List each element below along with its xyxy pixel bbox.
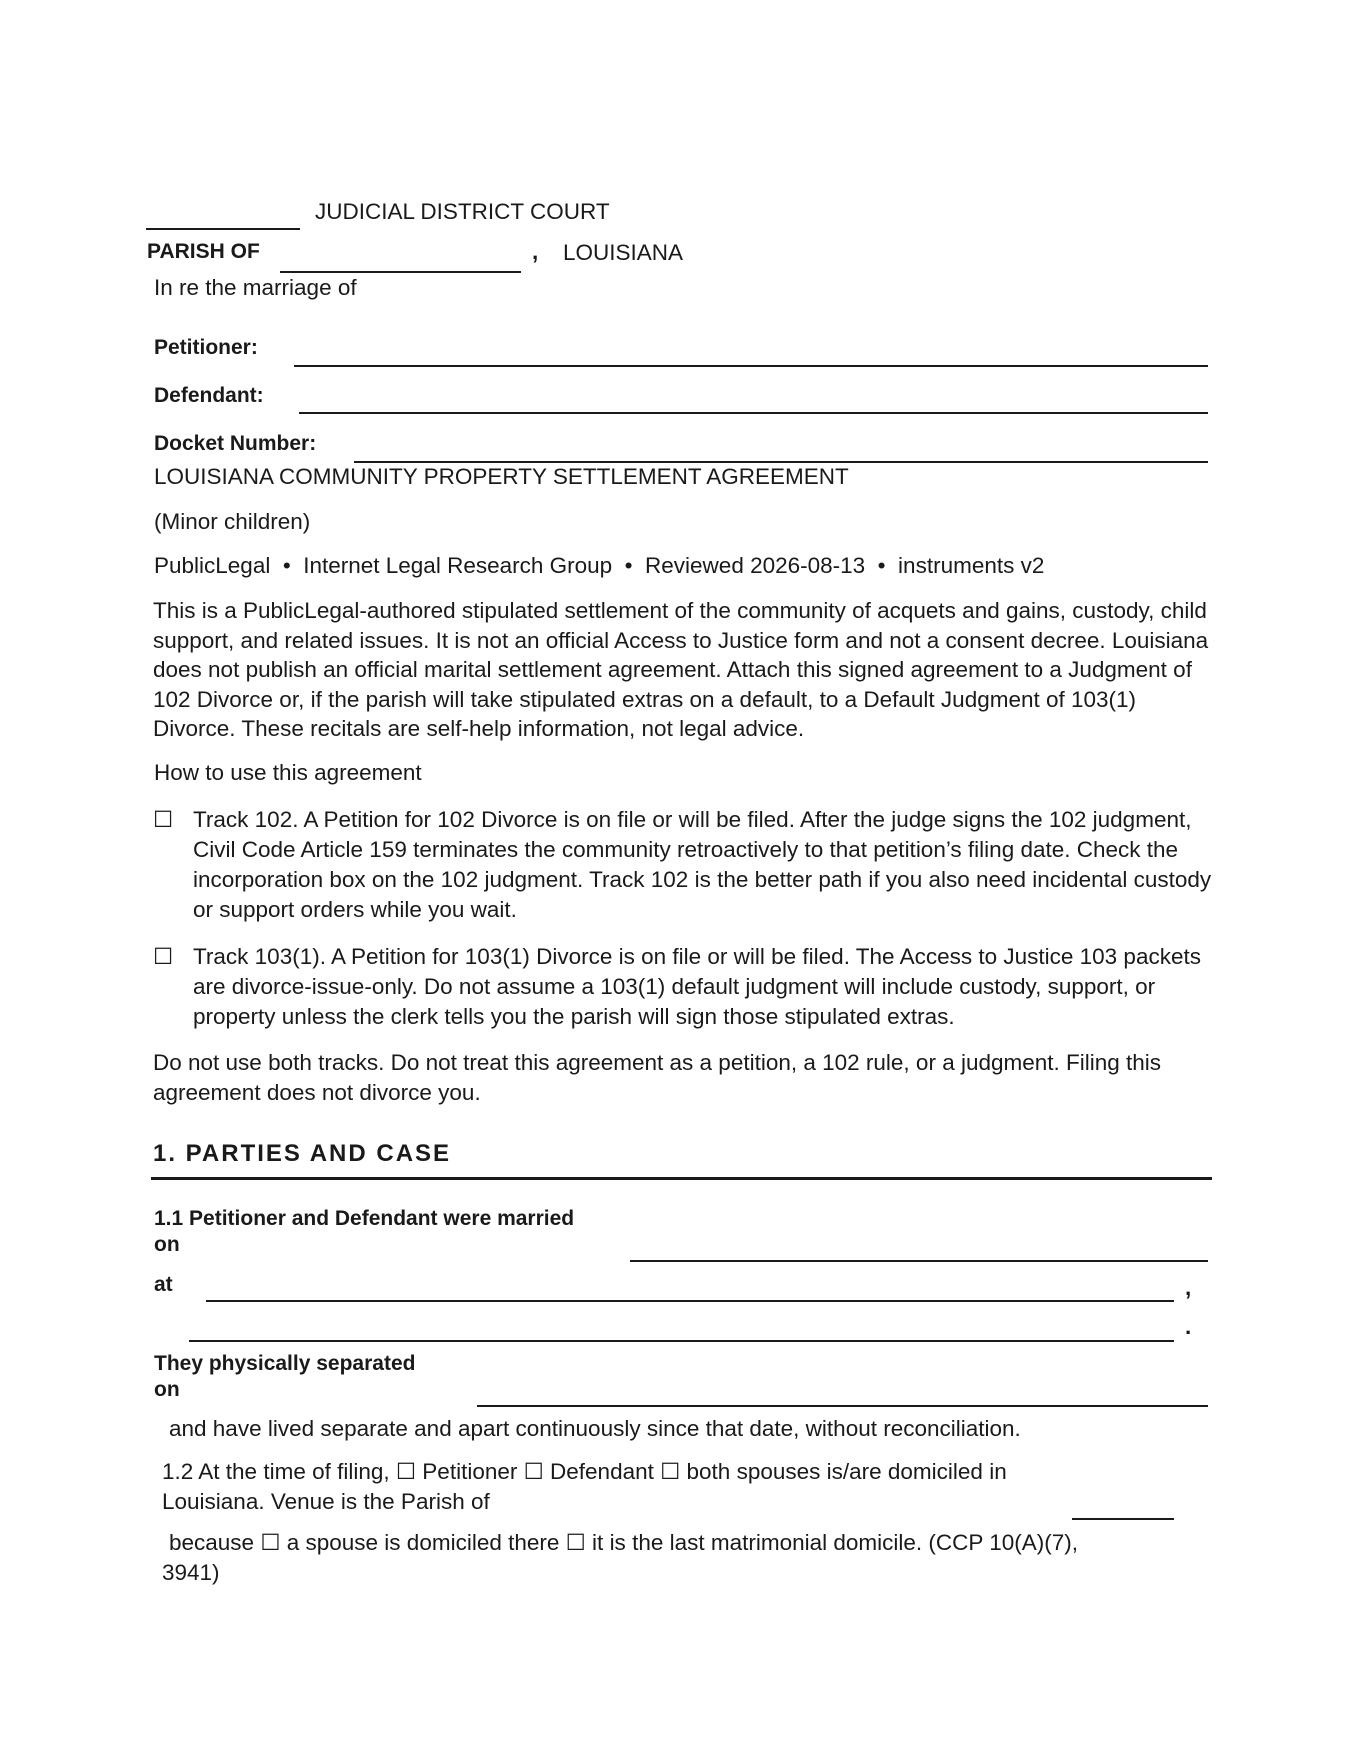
document-title: LOUISIANA COMMUNITY PROPERTY SETTLEMENT AGREEMENT — [154, 464, 849, 489]
separated-label-line1: They physically separated — [154, 1352, 416, 1375]
document-subtitle: (Minor children) — [154, 509, 311, 534]
court-label: JUDICIAL DISTRICT COURT — [315, 199, 610, 224]
marriage-place-field-2[interactable] — [189, 1340, 1174, 1342]
intro-paragraph: This is a PublicLegal-authored stipulated settlement of the community of acquets and gains, custody, child support, and related issues. It is not an official Access to Justice form and not a consent decree. Louisiana does not publish an official marital settlement agreement. Attach this signed agreement to a Judgment of 102 Divorce or, if the parish will take stipulated extras on a default, to a Default Judgment of 103(1) Divorce. These recitals are self-help information, not legal advice. — [153, 598, 1209, 741]
separate-apart-text: and have lived separate and apart continuously since that date, without reconciliation. — [169, 1416, 1021, 1441]
married-label — [154, 1206, 574, 1258]
married-label-line1: 1.1 Petitioner and Defendant were married — [154, 1207, 575, 1230]
parish-label: PARISH OF — [147, 240, 260, 263]
how-to-heading: How to use this agreement — [154, 760, 422, 785]
defendant-label: Defendant: — [154, 384, 264, 407]
section-divider — [151, 1177, 1212, 1180]
separated-label — [154, 1351, 415, 1403]
petitioner-label: Petitioner: — [154, 336, 258, 359]
marriage-place-field[interactable] — [206, 1300, 1174, 1302]
track-103-text: Track 103(1). A Petition for 103(1) Divorce is on file or will be filed. The Access to Justice 103 packets are divorce-issue-only. Do not assume a 103(1) default judgment will include custody, support, or property unless the clerk tells you the parish will sign those stipulated extras. — [193, 944, 1201, 1029]
domicile-text: 1.2 At the time of filing, ☐ Petitioner ☐ Defendant ☐ both spouses is/are domiciled in Louisiana. Venue is the Parish of — [162, 1459, 1007, 1514]
docket-label: Docket Number: — [154, 432, 317, 455]
track-102-text: Track 102. A Petition for 102 Divorce is on file or will be filed. After the judge signs the 102 judgment, Civil Code Article 159 terminates the community retroactively to that petition’s filing date. Check the incorporation box on the 102 judgment. Track 102 is the better path if you also need incidental custody or support orders while you wait. — [193, 807, 1212, 922]
parish-comma: , — [532, 239, 539, 264]
in-re-label: In re the marriage of — [154, 275, 357, 300]
district-number-blank[interactable] — [146, 228, 300, 230]
checkbox-icon[interactable]: ☐ — [153, 807, 174, 832]
marriage-date-field[interactable] — [630, 1260, 1208, 1262]
track-103-option[interactable] — [153, 942, 1213, 1032]
venue-reason-text: because ☐ a spouse is domiciled there ☐ it is the last matrimonial domicile. (CCP 10(A)(7), 3941) — [162, 1530, 1079, 1585]
checkbox-icon[interactable]: ☐ — [153, 944, 174, 969]
separated-label-line2: on — [154, 1378, 180, 1401]
place-comma: , — [1185, 1275, 1192, 1300]
document-meta: PublicLegal • Internet Legal Research Group • Reviewed 2026-08-13 • instruments v2 — [154, 553, 1045, 578]
married-label-line2: on — [154, 1233, 180, 1256]
track-102-option[interactable] — [153, 805, 1213, 925]
separation-date-field[interactable] — [477, 1405, 1208, 1407]
section-1-title: 1. PARTIES AND CASE — [153, 1140, 452, 1167]
warning-paragraph: Do not use both tracks. Do not treat this agreement as a petition, a 102 rule, or a judgment. Filing this agreement does not divorce you. — [153, 1050, 1162, 1105]
place-period: . — [1185, 1314, 1192, 1339]
petitioner-name-field[interactable] — [294, 365, 1208, 367]
defendant-name-field[interactable] — [299, 412, 1208, 414]
at-label: at — [154, 1273, 173, 1296]
state-label: LOUISIANA — [563, 240, 684, 265]
venue-parish-field[interactable] — [1072, 1518, 1174, 1520]
